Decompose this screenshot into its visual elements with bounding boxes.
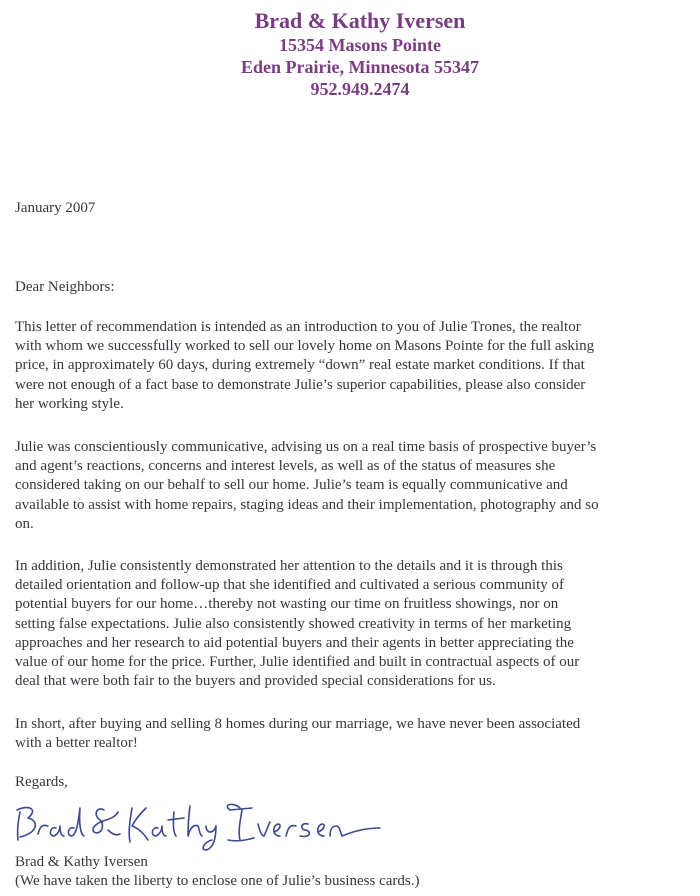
- body-paragraph-4: [15, 715, 695, 753]
- paragraph-line: approaches and her research to aid potential buyers and their agents in better appreciating the: [15, 634, 574, 651]
- paragraph-line: value of our home for the price. Further, Julie identified and built in contractual aspects of our: [15, 654, 580, 671]
- paragraph-line: price, in approximately 60 days, during extremely “down” real estate market conditions. If that: [15, 357, 585, 374]
- paragraph-line: her working style.: [15, 395, 124, 412]
- paragraph-line: potential buyers for our home…thereby not wasting our time on fruitless showings, nor on: [15, 596, 559, 613]
- paragraph-line: In short, after buying and selling 8 homes during our marriage, we have never been associated: [15, 716, 581, 732]
- letterhead-street: 15354 Masons Pointe: [279, 35, 441, 55]
- paragraph-line: In addition, Julie consistently demonstrated her attention to the details and it is through this: [15, 558, 563, 574]
- paragraph-line: detailed orientation and follow-up that she identified and cultivated a serious community of: [15, 577, 565, 594]
- paragraph-line: on.: [15, 515, 34, 532]
- paragraph-line: This letter of recommendation is intended as an introduction to you of Julie Trones, the realtor: [15, 319, 581, 335]
- handwritten-signature: [8, 790, 388, 852]
- salutation: Dear Neighbors:: [15, 279, 115, 295]
- closing: Regards,: [15, 774, 68, 790]
- letterhead-phone: 952.949.2474: [310, 79, 410, 99]
- body-paragraph-2: [15, 438, 695, 534]
- paragraph-line: with a better realtor!: [15, 735, 138, 752]
- letter-date: January 2007: [15, 200, 96, 216]
- paragraph-line: considered taking on our behalf to sell our home. Julie’s team is equally communicative and: [15, 477, 568, 494]
- letterhead-city: Eden Prairie, Minnesota 55347: [241, 57, 479, 77]
- body-paragraph-3: [15, 557, 695, 691]
- paragraph-line: deal that were both fair to the buyers and provided special considerations for us.: [15, 673, 496, 690]
- paragraph-line: with whom we successfully worked to sell our lovely home on Masons Pointe for the full asking: [15, 338, 595, 355]
- postscript: (We have taken the liberty to enclose one of Julie’s business cards.): [15, 873, 420, 889]
- signer-name: Brad & Kathy Iversen: [15, 854, 148, 870]
- paragraph-line: Julie was conscientiously communicative, advising us on a real time basis of prospective buyer’s: [15, 439, 597, 455]
- paragraph-line: and agent’s reactions, concerns and interest levels, as well as of the status of measures she: [15, 458, 556, 475]
- paragraph-line: were not enough of a fact base to demonstrate Julie’s superior capabilities, please also consider: [15, 376, 586, 393]
- paragraph-line: setting false expectations. Julie also consistently showed creativity in terms of her marketing: [15, 615, 572, 632]
- body-paragraph-1: [15, 318, 695, 414]
- letterhead: [0, 8, 700, 100]
- letterhead-name: Brad & Kathy Iversen: [254, 8, 466, 33]
- paragraph-line: available to assist with home repairs, staging ideas and their implementation, photography and so: [15, 496, 599, 513]
